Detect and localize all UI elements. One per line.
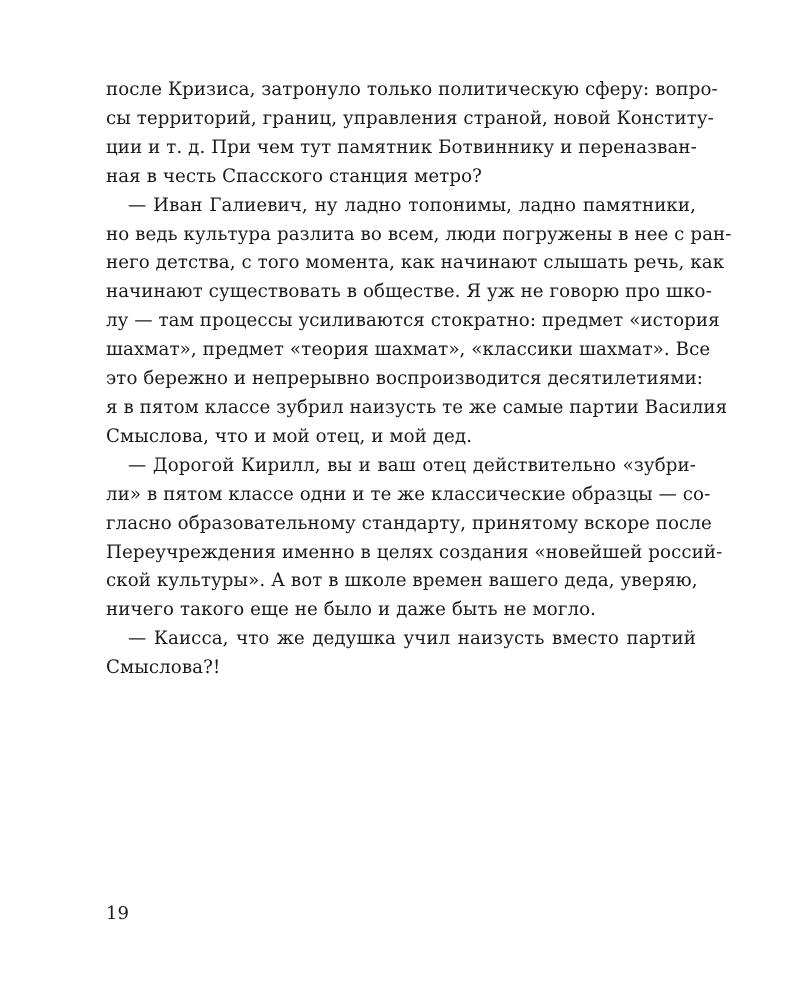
text-line: я в пятом классе зубрил наизусть те же самые партии Василия — [106, 396, 728, 418]
text-line: это бережно и непрерывно воспроизводится десятилетиями: — [106, 368, 704, 390]
text-line: Смыслова?! — [106, 657, 221, 679]
text-line: ции и т. д. При чем тут памятник Ботвиннику и переназван- — [106, 136, 697, 158]
text-line: — Каисса, что же дедушка учил наизусть вместо партий — [128, 628, 696, 650]
text-line: ная в честь Спасского станция метро? — [106, 165, 482, 187]
text-line: Смыслова, что и мой отец, и мой дед. — [106, 425, 473, 447]
body-text — [106, 76, 732, 683]
text-line: сы территорий, границ, управления страной, новой Конститу- — [106, 107, 714, 129]
text-line: ли» в пятом классе одни и те же классические образцы — со- — [106, 483, 711, 505]
text-line: начинают существовать в обществе. Я уж не говорю про шко- — [106, 281, 712, 303]
text-line: ничего такого еще не было и даже быть не могло. — [106, 599, 597, 621]
text-line: — Иван Галиевич, ну ладно топонимы, ладно памятники, — [128, 194, 696, 216]
text-line: но ведь культура разлита во всем, люди погружены в нее с ран- — [106, 223, 732, 245]
text-line: гласно образовательному стандарту, принятому вскоре после — [106, 512, 712, 534]
text-line: — Дорогой Кирилл, вы и ваш отец действительно «зубри- — [128, 454, 696, 476]
text-line: Переучреждения именно в целях создания «новейшей россий- — [106, 541, 723, 563]
page-number: 19 — [106, 903, 129, 924]
text-line: него детства, с того момента, как начинают слышать речь, как — [106, 252, 725, 274]
text-line: после Кризиса, затронуло только политическую сферу: вопро- — [106, 79, 718, 100]
text-line: шахмат», предмет «теория шахмат», «классики шахмат». Все — [106, 339, 711, 361]
text-line: лу — там процессы усиливаются стократно: предмет «история — [106, 310, 720, 332]
text-line: ской культуры». А вот в школе времен вашего деда, уверяю, — [106, 570, 698, 592]
